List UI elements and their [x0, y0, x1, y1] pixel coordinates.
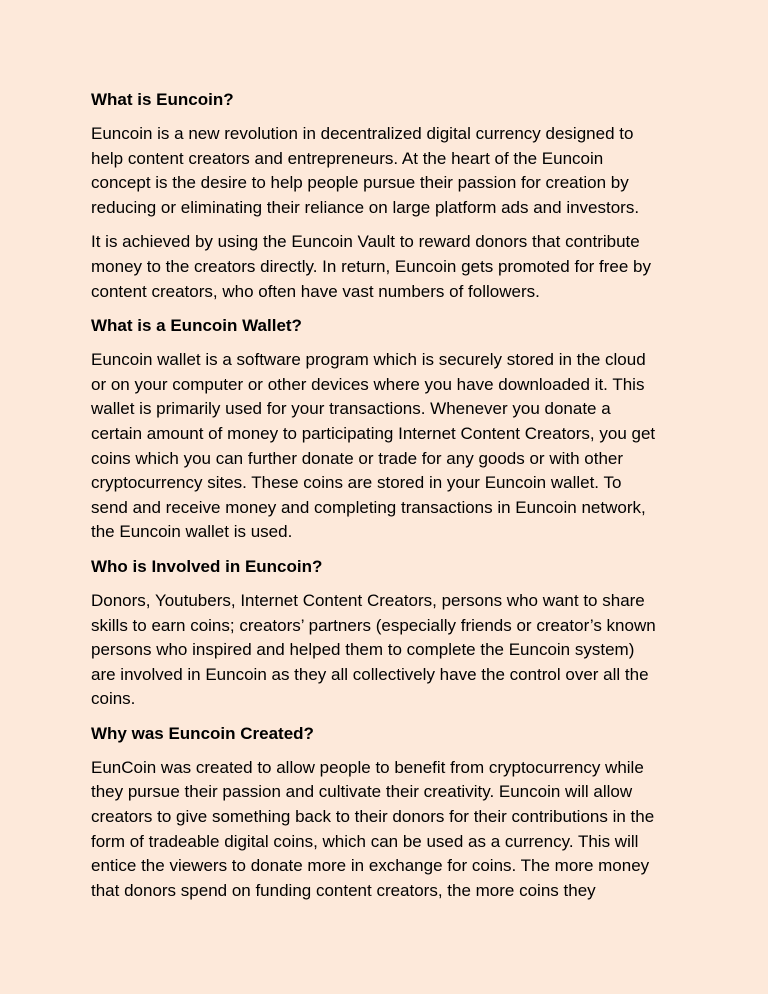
text-line: that donors spend on funding content creators, the more coins they — [91, 880, 596, 900]
paragraph — [91, 348, 698, 545]
paragraph — [91, 122, 698, 220]
paragraph — [91, 756, 698, 904]
section-heading: What is a Euncoin Wallet? — [91, 316, 302, 336]
text-line: form of tradeable digital coins, which can be used as a currency. This will — [91, 831, 639, 851]
text-line: coins. — [91, 689, 136, 709]
text-line: concept is the desire to help people pursue their passion for creation by — [91, 173, 629, 193]
text-line: or on your computer or other devices where you have downloaded it. This — [91, 374, 645, 394]
paragraph — [91, 589, 698, 712]
text-line: send and receive money and completing transactions in Euncoin network, — [91, 497, 646, 517]
text-line: content creators, who often have vast numbers of followers. — [91, 281, 540, 301]
section-heading: Who is Involved in Euncoin? — [91, 556, 323, 576]
text-line: Euncoin wallet is a software program which is securely stored in the cloud — [91, 350, 646, 370]
text-line: wallet is primarily used for your transactions. Whenever you donate a — [91, 399, 611, 419]
paragraph — [91, 230, 698, 304]
text-line: coins which you can further donate or trade for any goods or with other — [91, 448, 624, 468]
text-line: help content creators and entrepreneurs. At the heart of the Euncoin — [91, 148, 604, 168]
text-line: entice the viewers to donate more in exchange for coins. The more money — [91, 856, 650, 876]
text-line: cryptocurrency sites. These coins are stored in your Euncoin wallet. To — [91, 473, 622, 493]
text-line: the Euncoin wallet is used. — [91, 522, 293, 542]
text-line: EunCoin was created to allow people to benefit from cryptocurrency while — [91, 757, 644, 777]
text-line: they pursue their passion and cultivate their creativity. Euncoin will allow — [91, 782, 633, 802]
section-heading: What is Euncoin? — [91, 90, 234, 109]
text-line: creators to give something back to their donors for their contributions in the — [91, 807, 655, 827]
text-line: It is achieved by using the Euncoin Vault to reward donors that contribute — [91, 232, 640, 252]
text-line: certain amount of money to participating Internet Content Creators, you get — [91, 423, 656, 443]
text-line: reducing or eliminating their reliance on large platform ads and investors. — [91, 197, 640, 217]
text-line: persons who inspired and helped them to complete the Euncoin system) — [91, 640, 635, 660]
text-line: Donors, Youtubers, Internet Content Creators, persons who want to share — [91, 590, 645, 610]
text-line: Euncoin is a new revolution in decentralized digital currency designed to — [91, 124, 634, 143]
section-heading: Why was Euncoin Created? — [91, 723, 314, 743]
text-line: money to the creators directly. In return, Euncoin gets promoted for free by — [91, 256, 652, 276]
text-line: are involved in Euncoin as they all collectively have the control over all the — [91, 664, 649, 684]
text-line: skills to earn coins; creators’ partners (especially friends or creator’s known — [91, 615, 656, 635]
